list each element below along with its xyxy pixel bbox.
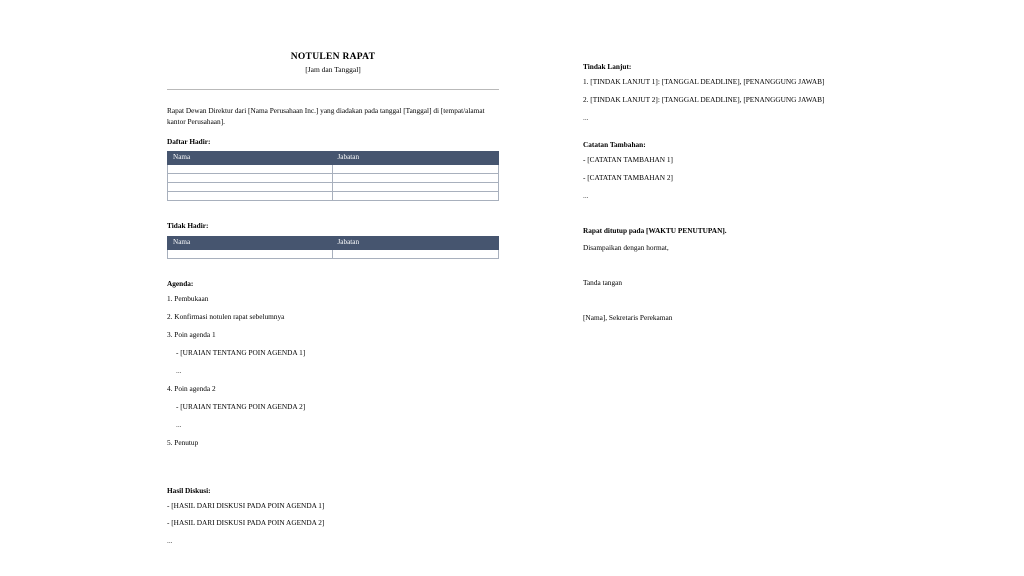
spacer [583,131,883,140]
document-column-left [167,52,499,554]
signatory-name: [Nama], Sekretaris Perekaman [583,313,673,323]
closing-line: Rapat ditutup pada [WAKTU PENUTUPAN]. [583,225,727,235]
table-cell-nama[interactable] [168,250,333,259]
spacer [167,204,499,221]
follow-up-ellipsis: ... [583,112,589,122]
notes-item: - [CATATAN TAMBAHAN 1] [583,154,673,164]
table-cell-nama[interactable] [168,192,333,201]
closing-regards: Disampaikan dengan hormat, [583,243,669,253]
agenda-ellipsis: ... [176,419,182,429]
column-header-nama: Nama [168,152,333,165]
table-cell-nama[interactable] [168,165,333,174]
page-title: NOTULEN RAPAT [290,52,376,62]
table-row[interactable] [168,183,499,192]
table-cell-jabatan[interactable] [332,250,499,259]
table-row[interactable] [168,250,499,259]
column-header-jabatan: Jabatan [332,152,499,165]
agenda-ellipsis: ... [176,365,182,375]
table-cell-jabatan[interactable] [332,183,499,192]
document-column-right [583,62,883,331]
title-divider [167,89,499,90]
column-header-jabatan: Jabatan [332,237,499,250]
results-item: - [HASIL DARI DISKUSI PADA POIN AGENDA 1] [167,500,325,510]
follow-up-item: 1. [TINDAK LANJUT 1]: [TANGGAL DEADLINE], [PENANGGUNG JAWAB] [583,76,825,86]
column-header-nama: Nama [168,237,333,250]
results-heading: Hasil Diskusi: [167,485,211,495]
signature-label: Tanda tangan [583,278,622,288]
absent-heading: Tidak Hadir: [167,221,209,231]
notes-ellipsis: ... [583,190,589,200]
table-cell-nama[interactable] [168,174,333,183]
agenda-item: 5. Penutup [167,437,199,447]
agenda-item: 2. Konfirmasi notulen rapat sebelumnya [167,312,285,322]
table-cell-nama[interactable] [168,183,333,192]
table-cell-jabatan[interactable] [332,165,499,174]
agenda-subitem: - [URAIAN TENTANG POIN AGENDA 2] [176,401,306,411]
spacer [583,209,883,226]
spacer [167,262,499,279]
table-header-row [168,152,499,165]
results-ellipsis: ... [167,536,173,546]
follow-up-item: 2. [TINDAK LANJUT 2]: [TANGGAL DEADLINE], [PENANGGUNG JAWAB] [583,94,825,104]
intro-paragraph: Rapat Dewan Direktur dari [Nama Perusahaan Inc.] yang diadakan pada tanggal [Tanggal] di [tempat/alamat kantor Perusahaan]. [167,105,485,126]
notes-item: - [CATATAN TAMBAHAN 2] [583,172,673,182]
table-row[interactable] [168,174,499,183]
notes-heading: Catatan Tambahan: [583,139,646,149]
absent-table [167,236,499,259]
attendance-table [167,151,499,201]
agenda-item: 3. Poin agenda 1 [167,330,216,340]
table-row[interactable] [168,192,499,201]
table-header-row [168,237,499,250]
attendance-heading: Daftar Hadir: [167,136,211,146]
spacer [167,456,499,486]
results-item: - [HASIL DARI DISKUSI PADA POIN AGENDA 2] [167,518,325,528]
follow-up-heading: Tindak Lanjut: [583,62,632,71]
agenda-heading: Agenda: [167,279,194,289]
table-cell-jabatan[interactable] [332,174,499,183]
spacer [583,296,883,313]
table-row[interactable] [168,165,499,174]
agenda-subitem: - [URAIAN TENTANG POIN AGENDA 1] [176,347,306,357]
table-cell-jabatan[interactable] [332,192,499,201]
agenda-item: 4. Poin agenda 2 [167,383,216,393]
page-subtitle: [Jam dan Tanggal] [305,64,361,74]
agenda-item: 1. Pembukaan [167,294,209,304]
spacer [583,261,883,278]
